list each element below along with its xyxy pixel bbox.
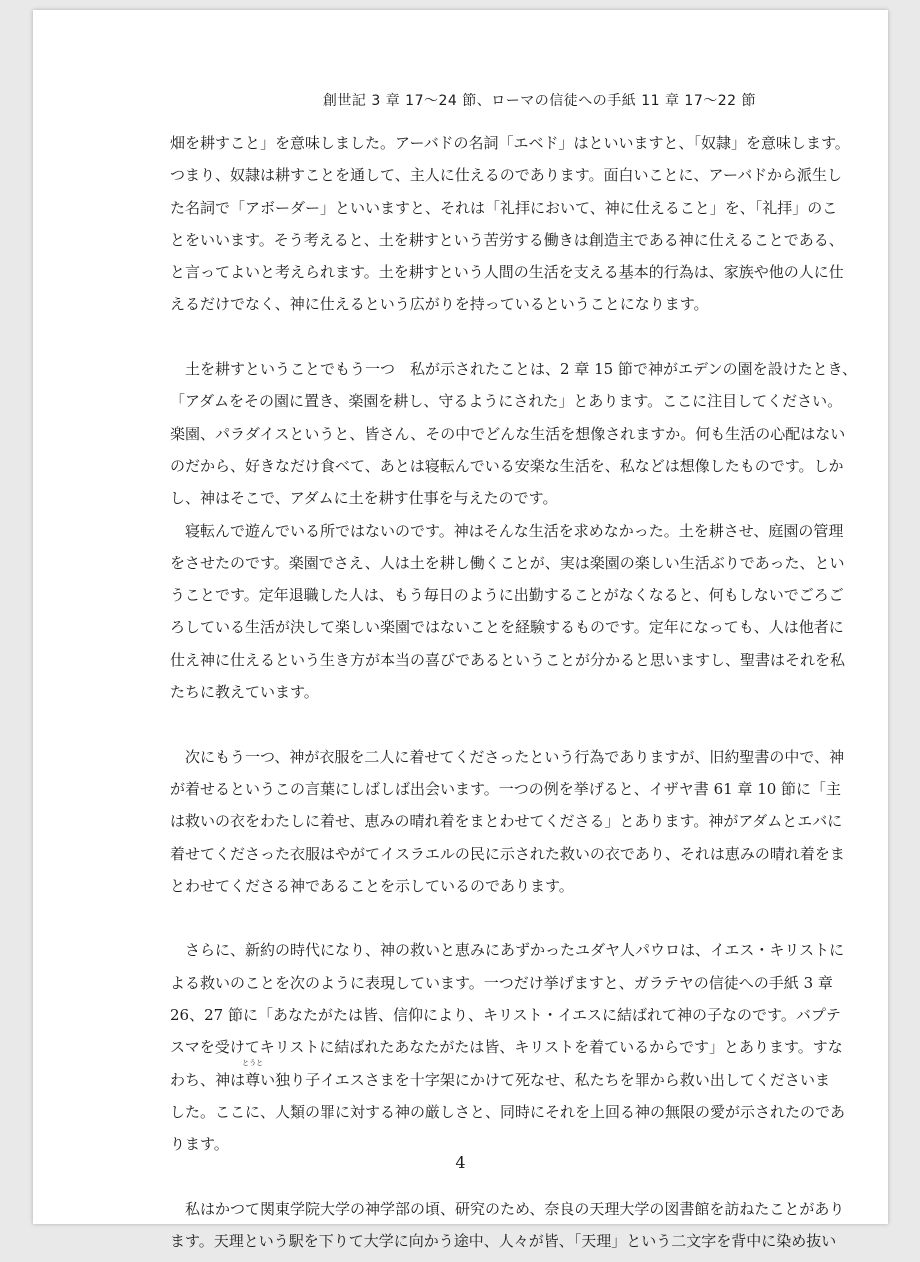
page-number: 4 <box>455 1153 466 1172</box>
text-line: 仕え神に仕えるという生き方が本当の喜びであるということが分かると思いますし、聖書はそれを私 <box>170 650 846 669</box>
text-line: とわせてくださる神であることを示しているのであります。 <box>170 876 574 895</box>
page-header: 創世記 3 章 17〜24 節、ローマの信徒への手紙 11 章 17〜22 節 <box>322 93 756 109</box>
text-line-with-ruby <box>170 1058 830 1101</box>
text-line: が着せるというこの言葉にしばしば出会います。一つの例を挙げると、イザヤ書 61 章 10 節に「主 <box>170 779 842 798</box>
ruby-base: 尊 <box>245 1070 261 1089</box>
text-line: した。ここに、人類の罪に対する神の厳しさと、同時にそれを上回る神の無限の愛が示されたのであ <box>170 1102 846 1121</box>
text-line: 楽園、パラダイスというと、皆さん、その中でどんな生活を想像されますか。何も生活の心配はない <box>170 424 846 443</box>
text-line: 次にもう一つ、神が衣服を二人に着せてくださったという行為でありますが、旧約聖書の中で、神 <box>185 747 845 766</box>
text-line: 土を耕すということでもう一つ 私が示されたことは、2 章 15 節で神がエデンの園を設けたとき、 <box>185 360 858 379</box>
text-line: 「アダムをその園に置き、楽園を耕し、守るようにされた」とあります。ここに注目してください。 <box>170 392 843 411</box>
document-page <box>33 10 888 1251</box>
text-line: 私はかつて関東学院大学の神学部の頃、研究のため、奈良の天理大学の図書館を訪ねたことがあり <box>185 1199 845 1218</box>
paragraph-2 <box>170 358 858 519</box>
paragraph-3 <box>170 520 846 714</box>
text-line: さらに、新約の時代になり、神の救いと恵みにあずかったユダヤ人パウロは、イエス・キリストに <box>185 941 845 960</box>
text-line: たちに教えています。 <box>170 683 319 702</box>
text-line: うことです。定年退職した人は、もう毎日のように出勤することがなくなると、何もしないでごろご <box>170 586 844 605</box>
text-line: た名詞で「アボーダー」といいますと、それは「礼拝において、神に仕えること」を、「礼拝」のこ <box>170 198 838 217</box>
text-segment: わち、神は <box>170 1070 246 1089</box>
body-text <box>170 132 858 1262</box>
text-line: をさせたのです。楽園でさえ、人は土を耕し働くことが、実は楽園の楽しい生活ぶりであった、とい <box>170 553 845 572</box>
text-line: 畑を耕すこと」を意味しました。アーバドの名詞「エベド」はといいますと、「奴隷」を意味します。 <box>170 134 850 152</box>
ruby-reading: とうと <box>242 1058 264 1067</box>
text-line: 26、27 節に「あなたがたは皆、信仰により、キリスト・イエスに結ばれて神の子なのです。バプテ <box>170 1006 841 1025</box>
paragraph-6 <box>170 1198 845 1262</box>
text-line: と言ってよいと考えられます。土を耕すという人間の生活を支える基本的行為は、家族や他の人に仕 <box>170 263 844 282</box>
text-segment: い独り子イエスさまを十字架にかけて死なせ、私たちを罪から救い出してくださいま <box>260 1070 830 1089</box>
text-line: ろしている生活が決して楽しい楽園ではないことを経験するものです。定年になっても、人は他者に <box>170 618 844 637</box>
text-line: スマを受けてキリストに結ばれたあなたがたは皆、キリストを着ているからです」とあります。すな <box>170 1038 843 1057</box>
paragraph-spacer <box>170 713 830 745</box>
paragraph-5 <box>170 939 846 1165</box>
ruby-annotation <box>242 1058 264 1091</box>
paragraph-1 <box>170 132 850 326</box>
paragraph-spacer <box>170 326 830 358</box>
text-line: 着せてくださった衣服はやがてイスラエルの民に示された救いの衣であり、それは恵みの晴れ着をま <box>170 844 845 863</box>
text-line: ます。天理という駅を下りて大学に向かう途中、人々が皆、「天理」という二文字を背中に染め抜い <box>170 1232 837 1251</box>
text-line: は救いの衣をわたしに着せ、恵みの晴れ着をまとわせてくださる」とあります。神がアダムとエバに <box>170 812 843 831</box>
paragraph-4 <box>170 746 845 907</box>
text-line: 寝転んで遊んでいる所ではないのです。神はそんな生活を求めなかった。土を耕させ、庭園の管理 <box>185 521 844 540</box>
text-line: えるだけでなく、神に仕えるという広がりを持っているということになります。 <box>170 295 709 314</box>
text-line: ります。 <box>170 1135 229 1154</box>
text-line: よる救いのことを次のように表現しています。一つだけ挙げますと、ガラテヤの信徒への手紙 3 章 <box>170 973 833 992</box>
text-line: つまり、奴隷は耕すことを通して、主人に仕えるのであります。面白いことに、アーバドから派生し <box>170 166 843 185</box>
text-line: とをいいます。そう考えると、土を耕すという苦労する働きは創造主である神に仕えることである、 <box>170 230 844 249</box>
text-line: し、神はそこで、アダムに土を耕す仕事を与えたのです。 <box>170 489 558 508</box>
paragraph-spacer <box>170 907 830 939</box>
text-line: のだから、好きなだけ食べて、あとは寝転んでいる安楽な生活を、私などは想像したものです。しか <box>170 456 844 475</box>
